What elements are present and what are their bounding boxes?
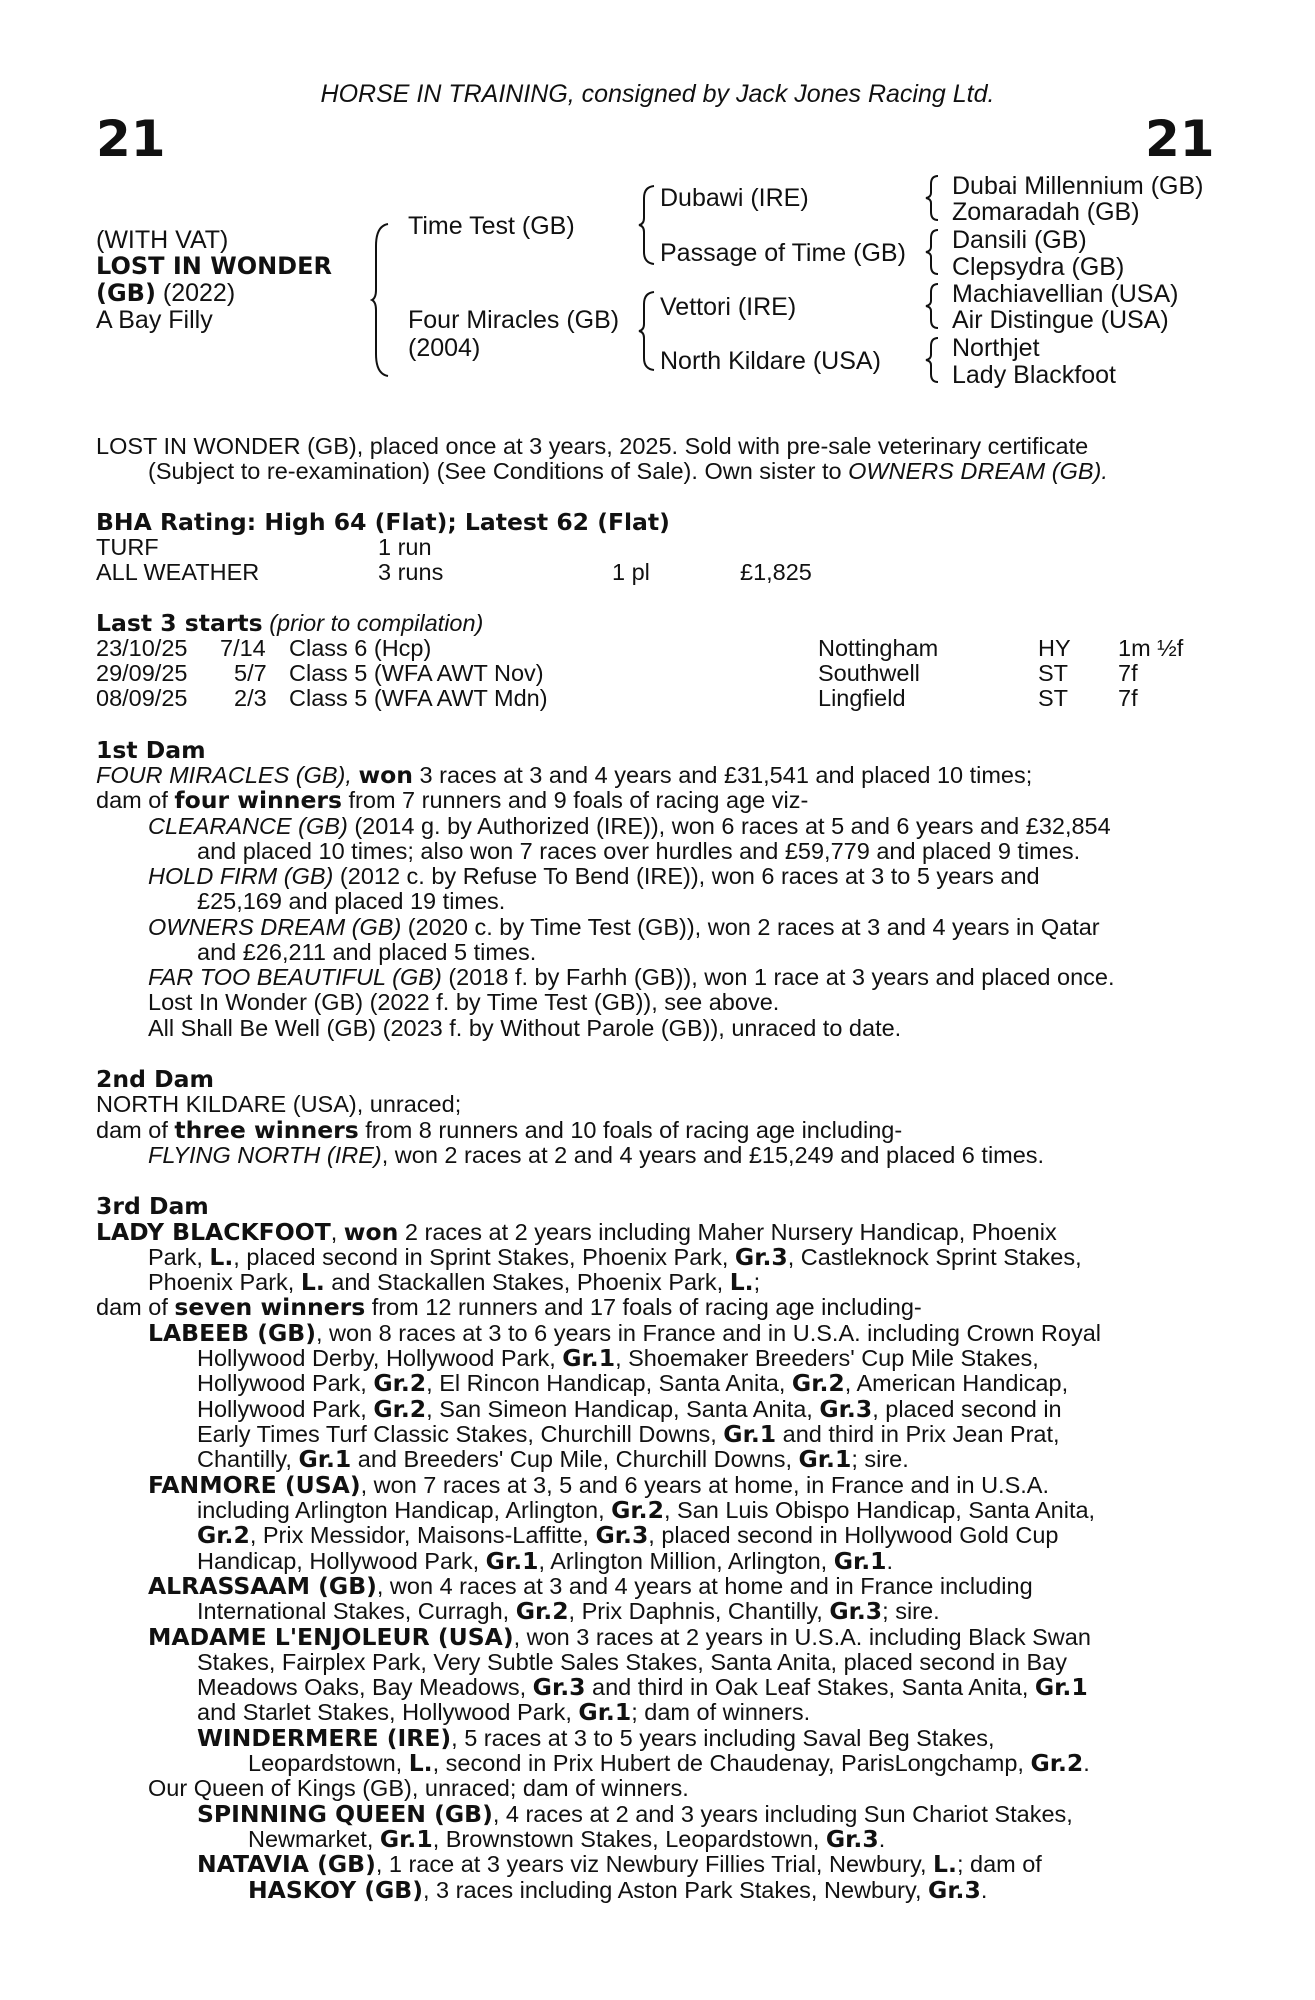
sss: Dubai Millennium (GB) bbox=[952, 172, 1204, 200]
horse-country-year bbox=[96, 279, 235, 308]
third-dam-produce: SPINNING QUEEN (GB), 4 races at 2 and 3 years including Sun Chariot Stakes, bbox=[197, 1800, 1073, 1828]
dds: Northjet bbox=[952, 334, 1040, 362]
first-dam-produce: and £26,211 and placed 5 times. bbox=[197, 939, 537, 965]
first-dam-line: dam of four winners from 7 runners and 9 foals of racing age viz- bbox=[96, 786, 809, 814]
third-dam-produce: Early Times Turf Classic Stakes, Churchill Downs, Gr.1 and third in Prix Jean Prat, bbox=[197, 1420, 1060, 1448]
brace-ds bbox=[924, 282, 942, 330]
third-dam-produce: Handicap, Hollywood Park, Gr.1, Arlington Million, Arlington, Gr.1. bbox=[197, 1547, 894, 1575]
brace-main bbox=[370, 222, 392, 378]
second-dam-heading: 2nd Dam bbox=[96, 1065, 214, 1093]
page-header: HORSE IN TRAINING, consigned by Jack Jones Racing Ltd. bbox=[320, 80, 995, 108]
third-dam-line: dam of seven winners from 12 runners and 17 foals of racing age including- bbox=[96, 1293, 922, 1321]
last-starts-title: Last 3 starts bbox=[96, 609, 263, 637]
start-race: Class 5 (WFA AWT Nov) bbox=[289, 660, 544, 686]
third-dam-produce: Leopardstown, L., second in Prix Hubert de Chaudenay, ParisLongchamp, Gr.2. bbox=[248, 1749, 1090, 1777]
second-dam-line: NORTH KILDARE (USA), unraced; bbox=[96, 1091, 462, 1117]
first-dam-produce: FAR TOO BEAUTIFUL (GB) (2018 f. by Farhh (GB)), won 1 race at 3 years and placed once. bbox=[148, 964, 1115, 990]
third-dam-produce: Stakes, Fairplex Park, Very Subtle Sales Stakes, Santa Anita, placed second in Bay bbox=[197, 1649, 1067, 1675]
dsd: Air Distingue (USA) bbox=[952, 306, 1169, 334]
third-dam-produce: MADAME L'ENJOLEUR (USA), won 3 races at 2 years in U.S.A. including Black Swan bbox=[148, 1623, 1091, 1651]
third-dam-produce: and Starlet Stakes, Hollywood Park, Gr.1; dam of winners. bbox=[197, 1698, 811, 1726]
third-dam-produce: Our Queen of Kings (GB), unraced; dam of winners. bbox=[148, 1775, 689, 1801]
first-dam-line: FOUR MIRACLES (GB), won 3 races at 3 and 4 years and £31,541 and placed 10 times; bbox=[96, 761, 1033, 789]
rating-surface: TURF bbox=[96, 534, 159, 560]
intro-sister: OWNERS DREAM (GB). bbox=[848, 458, 1108, 484]
second-dam-produce: FLYING NORTH (IRE), won 2 races at 2 and 4 years and £15,249 and placed 6 times. bbox=[148, 1142, 1045, 1168]
brace-dam bbox=[636, 290, 658, 372]
first-dam-produce: Lost In Wonder (GB) (2022 f. by Time Test (GB)), see above. bbox=[148, 989, 780, 1015]
horse-sex: A Bay Filly bbox=[96, 306, 213, 334]
sire-dam: Passage of Time (GB) bbox=[660, 239, 906, 267]
start-course: Lingfield bbox=[818, 685, 906, 711]
third-dam-produce: ALRASSAAM (GB), won 4 races at 3 and 4 years at home and in France including bbox=[148, 1572, 1033, 1600]
start-pos: 5/7 bbox=[234, 660, 267, 686]
dam-year: (2004) bbox=[408, 334, 481, 362]
third-dam-heading: 3rd Dam bbox=[96, 1192, 209, 1220]
intro-text: (Subject to re-examination) (See Conditions of Sale). Own sister to bbox=[148, 458, 849, 484]
brace-dd bbox=[924, 336, 942, 384]
first-dam-produce: £25,169 and placed 19 times. bbox=[197, 888, 506, 914]
ddd: Lady Blackfoot bbox=[952, 361, 1116, 389]
sds: Dansili (GB) bbox=[952, 226, 1087, 254]
third-dam-produce: including Arlington Handicap, Arlington, Gr.2, San Luis Obispo Handicap, Santa Anita, bbox=[197, 1496, 1096, 1524]
third-dam-produce: Meadows Oaks, Bay Meadows, Gr.3 and third in Oak Leaf Stakes, Santa Anita, Gr.1 bbox=[197, 1673, 1088, 1701]
horse-name: LOST IN WONDER bbox=[96, 252, 332, 280]
start-date: 29/09/25 bbox=[96, 660, 188, 686]
intro-line-1: LOST IN WONDER (GB), placed once at 3 years, 2025. Sold with pre-sale veterinary certificate bbox=[96, 433, 1089, 459]
start-race: Class 5 (WFA AWT Mdn) bbox=[289, 685, 548, 711]
first-dam-produce: HOLD FIRM (GB) (2012 c. by Refuse To Bend (IRE)), won 6 races at 3 to 5 years and bbox=[148, 863, 1040, 889]
dam-dam: North Kildare (USA) bbox=[660, 347, 881, 375]
brace-sd bbox=[924, 228, 942, 276]
start-race: Class 6 (Hcp) bbox=[289, 635, 432, 661]
rating-surface: ALL WEATHER bbox=[96, 559, 260, 585]
start-going: ST bbox=[1038, 660, 1069, 686]
start-distance: 7f bbox=[1118, 660, 1138, 686]
sdd: Clepsydra (GB) bbox=[952, 253, 1125, 281]
third-dam-produce: Chantilly, Gr.1 and Breeders' Cup Mile, Churchill Downs, Gr.1; sire. bbox=[197, 1445, 909, 1473]
start-going: ST bbox=[1038, 685, 1069, 711]
start-distance: 1m ½f bbox=[1118, 635, 1184, 661]
third-dam-produce: Gr.2, Prix Messidor, Maisons-Laffitte, Gr.3, placed second in Hollywood Gold Cup bbox=[197, 1521, 1059, 1549]
third-dam-produce: Newmarket, Gr.1, Brownstown Stakes, Leopardstown, Gr.3. bbox=[248, 1825, 886, 1853]
third-dam-produce: WINDERMERE (IRE), 5 races at 3 to 5 years including Saval Beg Stakes, bbox=[197, 1724, 995, 1752]
start-distance: 7f bbox=[1118, 685, 1138, 711]
third-dam-produce: Hollywood Derby, Hollywood Park, Gr.1, Shoemaker Breeders' Cup Mile Stakes, bbox=[197, 1344, 1039, 1372]
brace-sire bbox=[636, 184, 658, 266]
dss: Machiavellian (USA) bbox=[952, 280, 1179, 308]
sire-sire: Dubawi (IRE) bbox=[660, 184, 809, 212]
first-dam-produce: and placed 10 times; also won 7 races over hurdles and £59,779 and placed 9 times. bbox=[197, 838, 1081, 864]
start-course: Southwell bbox=[818, 660, 920, 686]
bha-rating: BHA Rating: High 64 (Flat); Latest 62 (Flat) bbox=[96, 508, 670, 536]
last-starts-heading bbox=[96, 611, 483, 637]
rating-prize: £1,825 bbox=[740, 559, 812, 585]
third-dam-line: Phoenix Park, L. and Stackallen Stakes, Phoenix Park, L.; bbox=[148, 1268, 761, 1296]
start-pos: 2/3 bbox=[234, 685, 267, 711]
start-going: HY bbox=[1038, 635, 1071, 661]
third-dam-line: LADY BLACKFOOT, won 2 races at 2 years including Maher Nursery Handicap, Phoenix bbox=[96, 1218, 1057, 1246]
rating-placed: 1 pl bbox=[612, 559, 650, 585]
brace-ss bbox=[924, 174, 942, 222]
start-pos: 7/14 bbox=[220, 635, 266, 661]
sire: Time Test (GB) bbox=[408, 212, 575, 240]
lot-number-right: 21 bbox=[1145, 110, 1215, 168]
dam-sire: Vettori (IRE) bbox=[660, 293, 797, 321]
start-date: 23/10/25 bbox=[96, 635, 188, 661]
intro-line-2 bbox=[148, 459, 1108, 485]
third-dam-produce: FANMORE (USA), won 7 races at 3, 5 and 6 years at home, in France and in U.S.A. bbox=[148, 1471, 1049, 1499]
dam: Four Miracles (GB) bbox=[408, 306, 620, 334]
first-dam-heading: 1st Dam bbox=[96, 736, 206, 764]
vat-note: (WITH VAT) bbox=[96, 226, 229, 254]
third-dam-produce: NATAVIA (GB), 1 race at 3 years viz Newbury Fillies Trial, Newbury, L.; dam of bbox=[197, 1850, 1042, 1878]
lot-number-left: 21 bbox=[96, 110, 166, 168]
third-dam-produce: LABEEB (GB), won 8 races at 3 to 6 years in France and in U.S.A. including Crown Royal bbox=[148, 1319, 1101, 1347]
third-dam-produce: International Stakes, Curragh, Gr.2, Prix Daphnis, Chantilly, Gr.3; sire. bbox=[197, 1597, 940, 1625]
third-dam-produce: HASKOY (GB), 3 races including Aston Park Stakes, Newbury, Gr.3. bbox=[248, 1876, 988, 1904]
start-course: Nottingham bbox=[818, 635, 939, 661]
rating-runs: 1 run bbox=[378, 534, 432, 560]
start-date: 08/09/25 bbox=[96, 685, 188, 711]
horse-year: (2022) bbox=[155, 279, 236, 307]
third-dam-line: Park, L., placed second in Sprint Stakes, Phoenix Park, Gr.3, Castleknock Sprint Stakes, bbox=[148, 1243, 1082, 1271]
second-dam-line: dam of three winners from 8 runners and 10 foals of racing age including- bbox=[96, 1116, 903, 1144]
third-dam-produce: Hollywood Park, Gr.2, San Simeon Handicap, Santa Anita, Gr.3, placed second in bbox=[197, 1395, 1062, 1423]
third-dam-produce: Hollywood Park, Gr.2, El Rincon Handicap, Santa Anita, Gr.2, American Handicap, bbox=[197, 1369, 1069, 1397]
ssd: Zomaradah (GB) bbox=[952, 198, 1140, 226]
horse-country: (GB) bbox=[96, 279, 156, 307]
first-dam-produce: OWNERS DREAM (GB) (2020 c. by Time Test (GB)), won 2 races at 3 and 4 years in Qatar bbox=[148, 914, 1100, 940]
rating-runs: 3 runs bbox=[378, 559, 444, 585]
first-dam-produce: All Shall Be Well (GB) (2023 f. by Without Parole (GB)), unraced to date. bbox=[148, 1015, 902, 1041]
last-starts-note: (prior to compilation) bbox=[262, 610, 484, 636]
first-dam-produce: CLEARANCE (GB) (2014 g. by Authorized (IRE)), won 6 races at 5 and 6 years and £32,854 bbox=[148, 813, 1111, 839]
